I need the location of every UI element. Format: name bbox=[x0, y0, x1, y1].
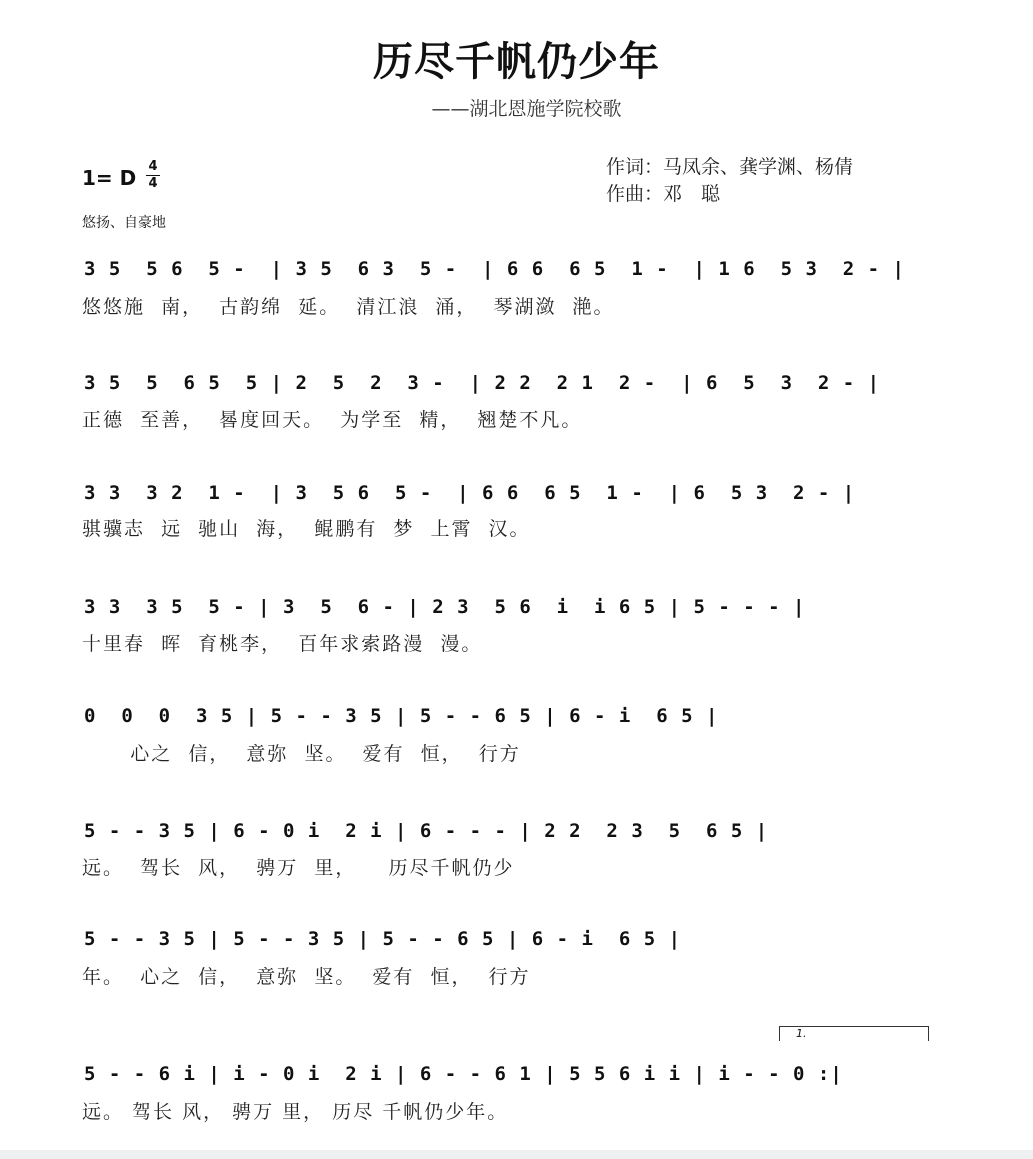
lyric-line-3: 骐骥志 远 驰山 海， 鲲鹏有 梦 上霄 汉。 bbox=[82, 518, 531, 540]
notation-line-5: 0 0 0 3 5 | 5 - - 3 5 | 5 - - 6 5 | 6 - i 6 5 | bbox=[84, 705, 719, 727]
lyric-line-2: 正德 至善， 晷度回天。 为学至 精， 翘楚不凡。 bbox=[82, 409, 583, 431]
bottom-strip bbox=[0, 1150, 1033, 1159]
lyric-line-6: 远。 驾长 风， 骋万 里， 历尽千帆仍少 bbox=[82, 857, 515, 879]
lyric-line-1: 悠悠施 南， 古韵绵 延。 清江浪 涌， 琴湖潋 滟。 bbox=[82, 296, 615, 318]
notation-line-3: 3 3 3 2 1 - | 3 5 6 5 - | 6 6 6 5 1 - | 6 5 3 2 - | bbox=[84, 482, 856, 504]
time-signature bbox=[146, 160, 160, 191]
time-signature-bottom: 4 bbox=[148, 176, 158, 191]
notation-line-6: 5 - - 3 5 | 6 - 0 i 2 i | 6 - - - | 2 2 2 3 5 6 5 | bbox=[84, 820, 769, 842]
song-subtitle: ——湖北恩施学院校歌 bbox=[431, 98, 622, 120]
composer-credit: 作曲：邓 聪 bbox=[606, 183, 721, 205]
lyric-line-7: 年。 心之 信， 意弥 坚。 爱有 恒， 行方 bbox=[82, 966, 531, 988]
notation-line-1: 3 5 5 6 5 - | 3 5 6 3 5 - | 6 6 6 5 1 - | 1 6 5 3 2 - | bbox=[84, 258, 905, 280]
tempo-marking: 悠扬、自豪地 bbox=[82, 215, 166, 231]
credits bbox=[606, 154, 853, 208]
lyric-line-5: 心之 信， 意弥 坚。 爱有 恒， 行方 bbox=[82, 743, 521, 765]
notation-line-7: 5 - - 3 5 | 5 - - 3 5 | 5 - - 6 5 | 6 - i 6 5 | bbox=[84, 928, 682, 950]
volta-label: 1. bbox=[796, 1027, 807, 1040]
key-signature: 1= D bbox=[82, 166, 137, 190]
lyric-line-4: 十里春 晖 育桃李， 百年求索路漫 漫。 bbox=[82, 633, 483, 655]
notation-line-8: 5 - - 6 i | i - 0 i 2 i | 6 - - 6 1 | 5 5 6 i i | i - - 0 :| bbox=[84, 1063, 843, 1085]
lyric-line-8: 远。 驾长 风， 骋万 里， 历尽 千帆仍少年。 bbox=[82, 1101, 509, 1123]
time-signature-top: 4 bbox=[148, 159, 158, 174]
song-title: 历尽千帆仍少年 bbox=[373, 39, 660, 85]
lyricist-credit: 作词：马凤余、龚学渊、杨倩 bbox=[606, 156, 854, 178]
notation-line-2: 3 5 5 6 5 5 | 2 5 2 3 - | 2 2 2 1 2 - | 6 5 3 2 - | bbox=[84, 372, 881, 394]
notation-line-4: 3 3 3 5 5 - | 3 5 6 - | 2 3 5 6 i i 6 5 | 5 - - - | bbox=[84, 596, 806, 618]
